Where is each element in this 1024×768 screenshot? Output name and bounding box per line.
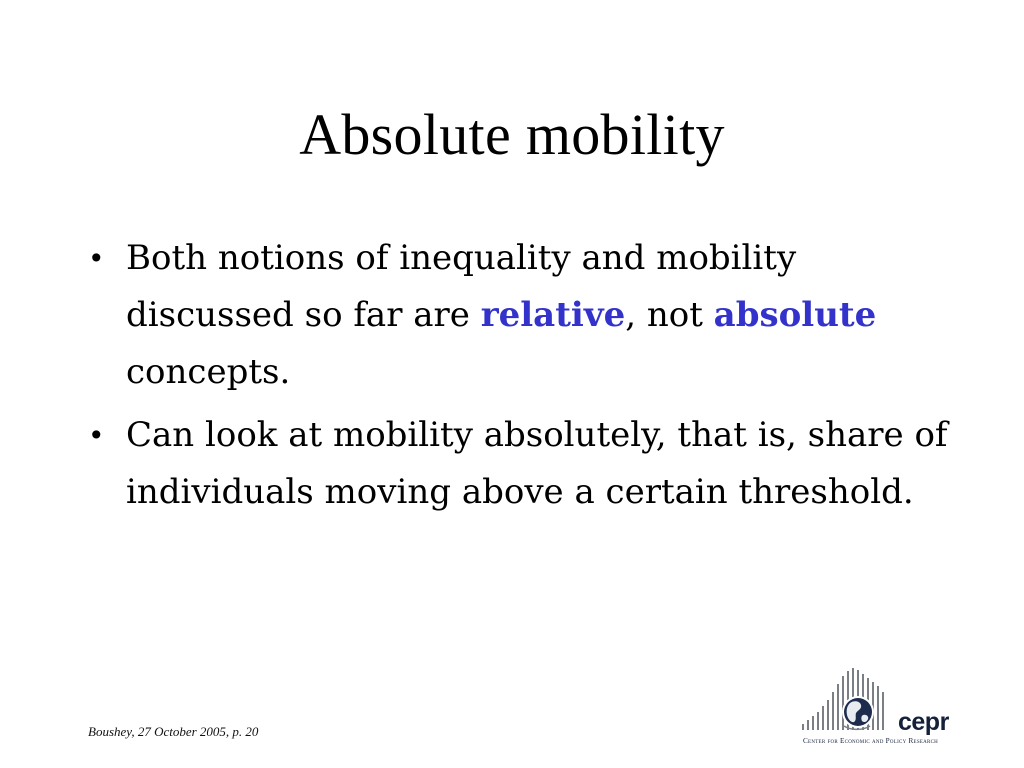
bullet-item [88,230,948,401]
bullet-text-part: , not [625,295,714,335]
footer-citation: Boushey, 27 October 2005, p. 20 [88,724,259,739]
bullet-list [88,230,948,527]
emphasis-absolute: absolute [713,295,877,335]
slide-title: Absolute mobility [299,102,725,167]
emphasis-relative: relative [480,295,626,335]
bullet-marker: • [88,419,105,452]
bullet-text-part: Both notions of inequality and mobility discussed so far are [126,238,797,335]
logo-tagline: Center for Economic and Policy Research [803,737,939,745]
bullet-item [88,407,948,521]
bullet-text: Can look at mobility absolutely, that is, share of individuals moving above a certain threshold. [126,415,948,512]
bullet-text-part: concepts. [126,352,291,392]
logo-wordmark: cepr [898,708,949,736]
bullet-marker: • [88,242,105,275]
